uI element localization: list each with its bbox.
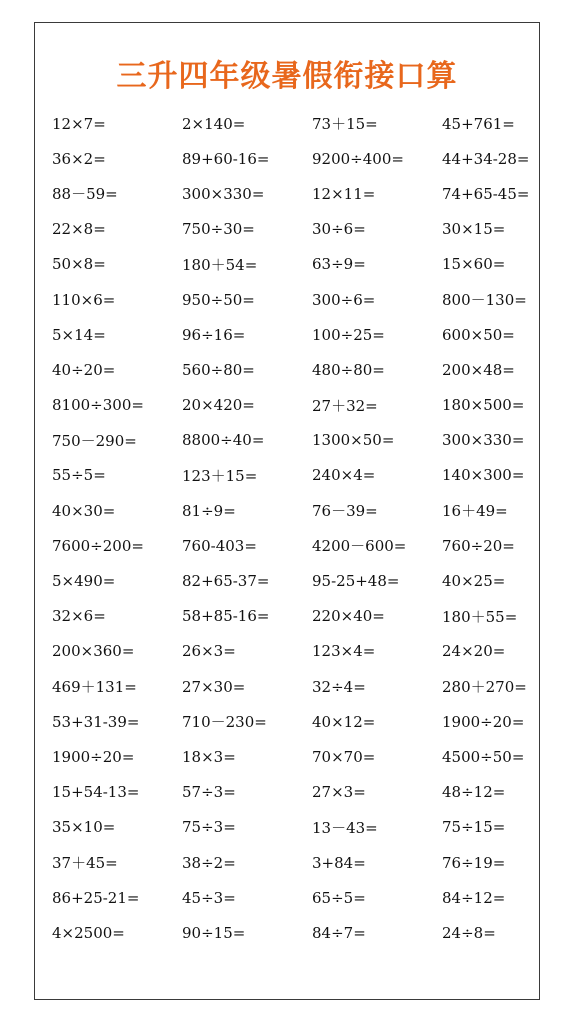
arithmetic-problem: 1300×50=	[312, 431, 395, 450]
problem-row	[52, 176, 532, 211]
arithmetic-problem: 40×12=	[312, 712, 376, 731]
arithmetic-problem: 32×6=	[52, 607, 106, 626]
worksheet-title: 三升四年级暑假衔接口算	[116, 59, 458, 94]
arithmetic-problem: 37＋45=	[52, 854, 118, 873]
arithmetic-problem: 4500÷50=	[442, 747, 525, 766]
arithmetic-problem: 57÷3=	[182, 783, 236, 802]
problem-row	[52, 317, 532, 352]
arithmetic-problem: 84÷12=	[442, 888, 506, 907]
problem-row	[52, 106, 532, 141]
arithmetic-problem: 1900÷20=	[442, 712, 525, 731]
arithmetic-problem: 100÷25=	[312, 325, 385, 344]
arithmetic-problem: 38÷2=	[182, 853, 236, 872]
arithmetic-problem: 600×50=	[442, 325, 515, 344]
problem-row	[52, 388, 532, 423]
arithmetic-problem: 240×4=	[312, 466, 376, 485]
arithmetic-problem: 27×30=	[182, 677, 246, 696]
problem-row	[52, 458, 532, 493]
problem-row	[52, 739, 532, 774]
arithmetic-problem: 75÷3=	[182, 818, 236, 837]
arithmetic-problem: 140×300=	[442, 466, 525, 485]
arithmetic-problem: 180×500=	[442, 396, 525, 415]
arithmetic-problem: 123×4=	[312, 642, 376, 661]
arithmetic-problem: 73＋15=	[312, 115, 378, 134]
arithmetic-problem: 32÷4=	[312, 677, 366, 696]
arithmetic-problem: 70×70=	[312, 747, 376, 766]
arithmetic-problem: 40×30=	[52, 501, 116, 520]
problem-row	[52, 915, 532, 950]
problem-row	[52, 563, 532, 598]
arithmetic-problem: 89+60-16=	[182, 149, 270, 168]
arithmetic-problem: 480÷80=	[312, 360, 385, 379]
arithmetic-problem: 5×14=	[52, 325, 106, 344]
arithmetic-problem: 82+65-37=	[182, 572, 270, 591]
arithmetic-problem: 95-25+48=	[312, 572, 400, 591]
problem-row	[52, 352, 532, 387]
arithmetic-problem: 280＋270=	[442, 678, 527, 697]
arithmetic-problem: 4×2500=	[52, 923, 125, 942]
arithmetic-problem: 15+54-13=	[52, 783, 140, 802]
arithmetic-problem: 24÷8=	[442, 923, 496, 942]
arithmetic-problem: 22×8=	[52, 220, 106, 239]
arithmetic-problem: 760-403=	[182, 536, 257, 555]
arithmetic-problem: 50×8=	[52, 255, 106, 274]
arithmetic-problem: 200×48=	[442, 360, 515, 379]
arithmetic-problem: 16＋49=	[442, 502, 508, 521]
arithmetic-problem: 65÷5=	[312, 888, 366, 907]
problem-row	[52, 775, 532, 810]
arithmetic-problem: 560÷80=	[182, 360, 255, 379]
arithmetic-problem: 45+761=	[442, 114, 515, 133]
arithmetic-problem: 81÷9=	[182, 501, 236, 520]
arithmetic-problem: 20×420=	[182, 396, 255, 415]
arithmetic-problem: 96÷16=	[182, 325, 246, 344]
arithmetic-problem: 36×2=	[52, 149, 106, 168]
arithmetic-problem: 76÷19=	[442, 853, 506, 872]
arithmetic-problem: 300÷6=	[312, 290, 376, 309]
arithmetic-problem: 13－43=	[312, 818, 378, 837]
arithmetic-problem: 30÷6=	[312, 220, 366, 239]
problem-row	[52, 282, 532, 317]
arithmetic-problem: 2×140=	[182, 114, 246, 133]
arithmetic-problem: 180＋54=	[182, 255, 258, 274]
problem-row	[52, 634, 532, 669]
arithmetic-problem: 8800÷40=	[182, 431, 265, 450]
arithmetic-problem: 469＋131=	[52, 678, 137, 697]
arithmetic-problem: 15×60=	[442, 255, 506, 274]
problem-row	[52, 141, 532, 176]
arithmetic-problem: 18×3=	[182, 747, 236, 766]
arithmetic-problem: 30×15=	[442, 220, 506, 239]
arithmetic-problem: 40÷20=	[52, 360, 116, 379]
arithmetic-problem: 220×40=	[312, 607, 385, 626]
arithmetic-problem: 86+25-21=	[52, 888, 140, 907]
arithmetic-problem: 44+34-28=	[442, 149, 530, 168]
arithmetic-problem: 7600÷200=	[52, 536, 144, 555]
arithmetic-problem: 88－59=	[52, 185, 118, 204]
arithmetic-problem: 12×11=	[312, 184, 376, 203]
arithmetic-problem: 300×330=	[182, 184, 265, 203]
arithmetic-problem: 27×3=	[312, 783, 366, 802]
arithmetic-problem: 950÷50=	[182, 290, 255, 309]
arithmetic-problem: 760÷20=	[442, 536, 515, 555]
arithmetic-problem: 4200－600=	[312, 537, 407, 556]
arithmetic-problem: 8100÷300=	[52, 396, 144, 415]
problem-row	[52, 247, 532, 282]
arithmetic-problem: 40×25=	[442, 572, 506, 591]
arithmetic-problem: 24×20=	[442, 642, 506, 661]
arithmetic-problem: 35×10=	[52, 818, 116, 837]
arithmetic-problem: 5×490=	[52, 572, 116, 591]
problem-row	[52, 704, 532, 739]
problem-row	[52, 669, 532, 704]
arithmetic-problem: 750－290=	[52, 431, 137, 450]
arithmetic-problem: 26×3=	[182, 642, 236, 661]
arithmetic-problem: 800－130=	[442, 291, 527, 310]
problem-row	[52, 493, 532, 528]
arithmetic-problem: 48÷12=	[442, 783, 506, 802]
problem-row	[52, 423, 532, 458]
worksheet	[34, 22, 540, 1000]
problem-row	[52, 528, 532, 563]
arithmetic-problem: 123＋15=	[182, 466, 258, 485]
arithmetic-problem: 84÷7=	[312, 923, 366, 942]
arithmetic-problem: 76－39=	[312, 502, 378, 521]
arithmetic-problem: 110×6=	[52, 290, 116, 309]
arithmetic-problem: 9200÷400=	[312, 149, 404, 168]
arithmetic-problem: 45÷3=	[182, 888, 236, 907]
arithmetic-problem: 750÷30=	[182, 220, 255, 239]
arithmetic-problem: 3+84=	[312, 853, 366, 872]
arithmetic-problem: 27＋32=	[312, 396, 378, 415]
arithmetic-problem: 300×330=	[442, 431, 525, 450]
problem-grid	[52, 106, 532, 951]
arithmetic-problem: 63÷9=	[312, 255, 366, 274]
arithmetic-problem: 12×7=	[52, 114, 106, 133]
arithmetic-problem: 55÷5=	[52, 466, 106, 485]
arithmetic-problem: 90÷15=	[182, 923, 246, 942]
arithmetic-problem: 53+31-39=	[52, 712, 140, 731]
arithmetic-problem: 58+85-16=	[182, 607, 270, 626]
arithmetic-problem: 1900÷20=	[52, 747, 135, 766]
problem-row	[52, 599, 532, 634]
problem-row	[52, 880, 532, 915]
arithmetic-problem: 710－230=	[182, 713, 267, 732]
problem-row	[52, 212, 532, 247]
problem-row	[52, 845, 532, 880]
arithmetic-problem: 74+65-45=	[442, 184, 530, 203]
problem-row	[52, 810, 532, 845]
arithmetic-problem: 180＋55=	[442, 607, 518, 626]
arithmetic-problem: 200×360=	[52, 642, 135, 661]
arithmetic-problem: 75÷15=	[442, 818, 506, 837]
